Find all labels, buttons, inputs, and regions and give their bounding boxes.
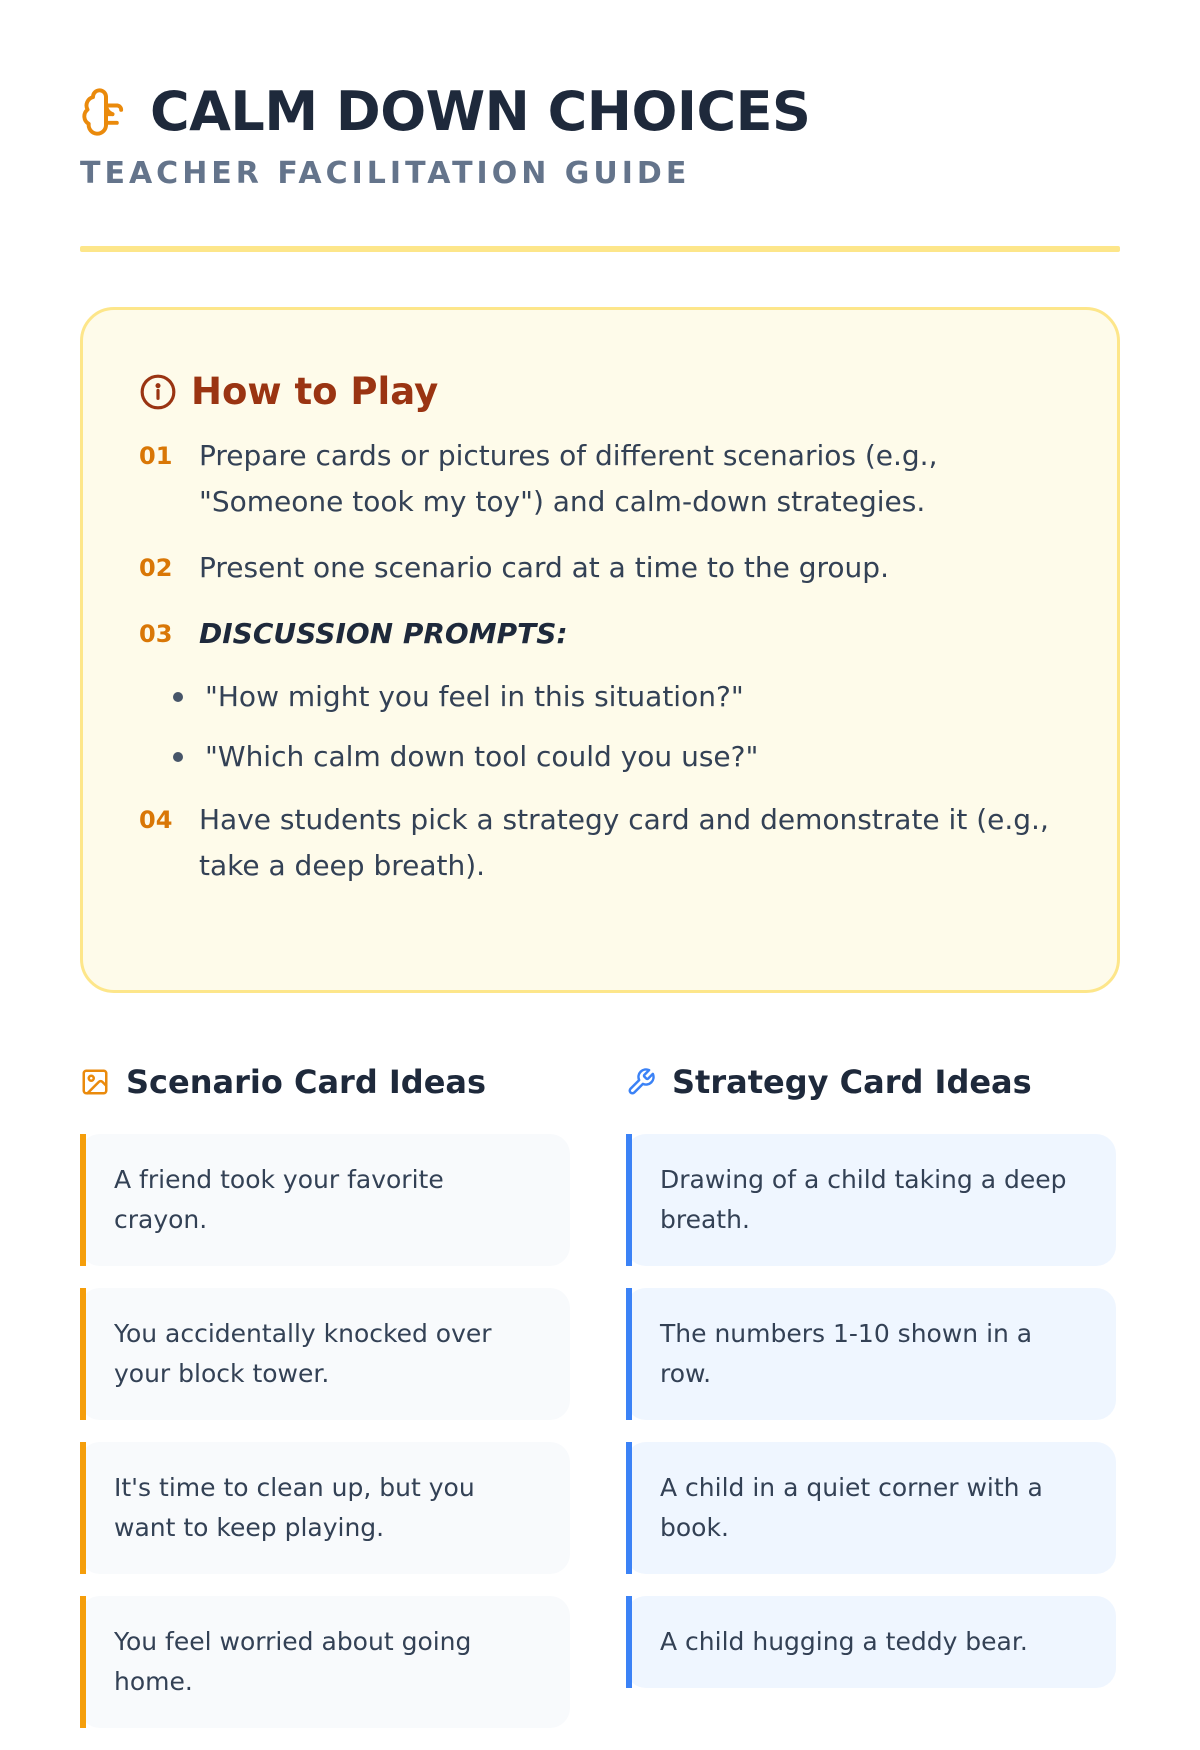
strategy-card: Drawing of a child taking a deep breath. (626, 1134, 1116, 1266)
strategy-cards-section (626, 1062, 1116, 1710)
page-title: CALM DOWN CHOICES (150, 80, 811, 143)
prompt-text: "How might you feel in this situation?" (205, 680, 744, 713)
step-item (139, 439, 1063, 525)
scenario-cards-section (80, 1062, 570, 1750)
scenario-cards-header (80, 1062, 570, 1102)
strategy-cards-title: Strategy Card Ideas (672, 1063, 1032, 1101)
strategy-cards-list (626, 1134, 1116, 1688)
step-item (139, 617, 1063, 657)
page-subtitle: TEACHER FACILITATION GUIDE (80, 156, 691, 191)
step-text: Present one scenario card at a time to the group. (199, 551, 889, 584)
title-row (80, 82, 1120, 142)
step-number: 02 (139, 554, 173, 582)
brain-icon (80, 86, 132, 138)
step-item (139, 551, 1063, 591)
scenario-card: A friend took your favorite crayon. (80, 1134, 570, 1266)
strategy-card: A child in a quiet corner with a book. (626, 1442, 1116, 1574)
strategy-cards-header (626, 1062, 1116, 1102)
step-number: 01 (139, 442, 173, 470)
strategy-card: The numbers 1-10 shown in a row. (626, 1288, 1116, 1420)
wrench-icon (626, 1067, 656, 1097)
image-icon (80, 1067, 110, 1097)
discussion-prompts-list (139, 677, 1063, 777)
bullet-dot (173, 692, 183, 702)
scenario-cards-title: Scenario Card Ideas (126, 1063, 487, 1101)
header-divider (80, 246, 1120, 252)
steps-list (139, 439, 1063, 889)
step-number: 04 (139, 806, 173, 834)
prompt-item (173, 677, 1063, 717)
scenario-card: You accidentally knocked over your block tower. (80, 1288, 570, 1420)
step-number: 03 (139, 620, 173, 648)
how-to-play-panel (80, 307, 1120, 993)
step-text: Have students pick a strategy card and demonstrate it (e.g., take a deep breath). (199, 803, 1049, 882)
step-item (139, 803, 1063, 889)
bullet-dot (173, 752, 183, 762)
scenario-card: You feel worried about going home. (80, 1596, 570, 1728)
prompt-item (173, 737, 1063, 777)
page-header (80, 82, 1120, 191)
prompt-text: "Which calm down tool could you use?" (205, 740, 759, 773)
info-icon (139, 373, 177, 411)
scenario-card: It's time to clean up, but you want to keep playing. (80, 1442, 570, 1574)
scenario-cards-list (80, 1134, 570, 1728)
how-to-play-header (139, 370, 1063, 413)
step-text: Prepare cards or pictures of different scenarios (e.g., "Someone took my toy") and calm-down strategies. (199, 439, 938, 518)
guide-page (80, 0, 1120, 1696)
strategy-card: A child hugging a teddy bear. (626, 1596, 1116, 1688)
how-to-play-title: How to Play (191, 370, 439, 413)
discussion-prompts-heading: DISCUSSION PROMPTS: (199, 617, 568, 650)
